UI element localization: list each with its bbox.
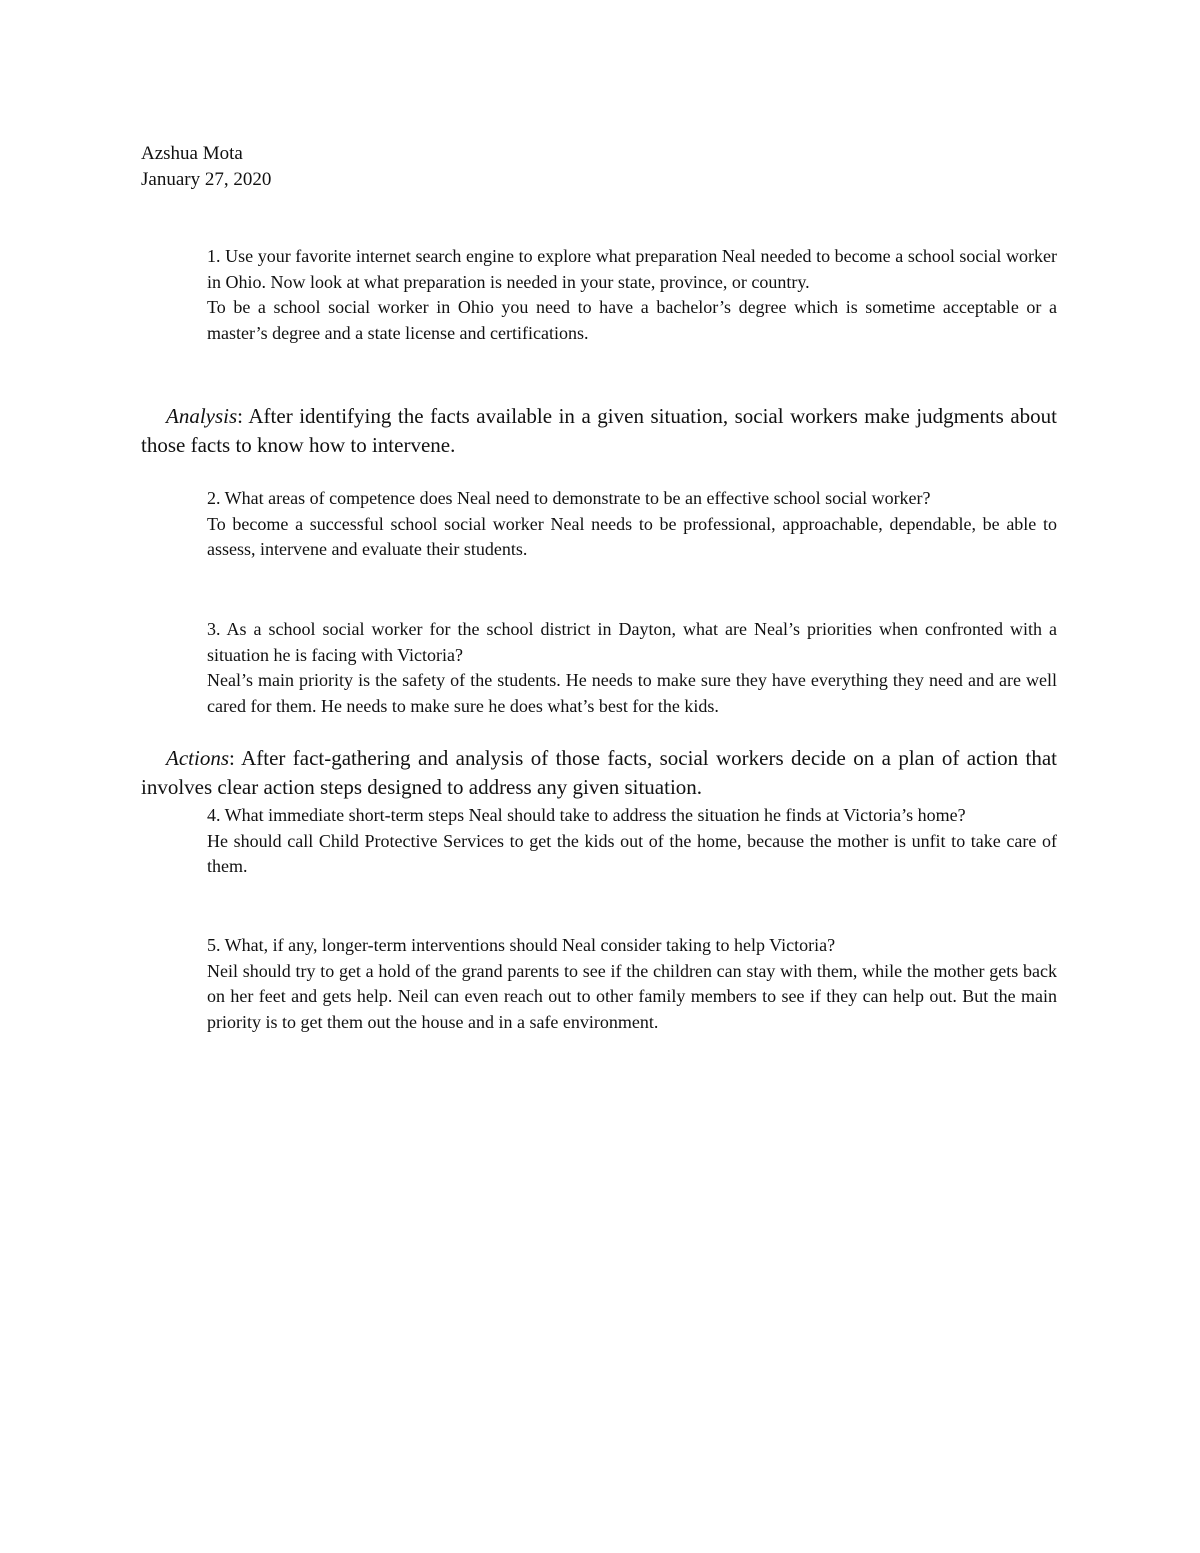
answer-4: He should call Child Protective Services to get the kids out of the home, because the mother is unfit to take care of them. xyxy=(207,830,1057,876)
document-date: January 27, 2020 xyxy=(141,169,272,190)
actions-text: : After fact-gathering and analysis of those facts, social workers decide on a plan of action that involves clear action steps designed to address any given situation. xyxy=(141,746,1057,799)
question-block-2 xyxy=(207,486,1057,563)
question-block-3 xyxy=(207,617,1057,719)
analysis-label: Analysis xyxy=(166,404,238,428)
question-2: 2. What areas of competence does Neal need to demonstrate to be an effective school social worker? xyxy=(207,488,931,508)
question-5: 5. What, if any, longer-term interventions should Neal consider taking to help Victoria? xyxy=(207,935,836,955)
answer-3: Neal’s main priority is the safety of the students. He needs to make sure they have everything they need and are well cared for them. He needs to make sure he does what’s best for the kids. xyxy=(207,670,1057,716)
actions-label: Actions xyxy=(166,746,229,770)
question-block-1 xyxy=(207,244,1057,346)
question-4: 4. What immediate short-term steps Neal should take to address the situation he finds at Victoria’s home? xyxy=(207,805,966,825)
question-1: 1. Use your favorite internet search engine to explore what preparation Neal needed to become a school social worker in Ohio. Now look at what preparation is needed in your state, province, or country. xyxy=(207,246,1057,292)
analysis-text: : After identifying the facts available in a given situation, social workers make judgments about those facts to know how to intervene. xyxy=(141,404,1057,457)
analysis-intro xyxy=(141,402,1057,460)
actions-intro xyxy=(141,744,1057,802)
answer-1: To be a school social worker in Ohio you need to have a bachelor’s degree which is sometime acceptable or a master’s degree and a state license and certifications. xyxy=(207,297,1057,343)
answer-2: To become a successful school social worker Neal needs to be professional, approachable, dependable, be able to assess, intervene and evaluate their students. xyxy=(207,513,1057,559)
answer-5: Neil should try to get a hold of the grand parents to see if the children can stay with them, while the mother gets back on her feet and gets help. Neil can even reach out to other family members to see if they can help out. But the main priority is to get them out the house and in a safe environment. xyxy=(207,960,1057,1032)
question-3: 3. As a school social worker for the school district in Dayton, what are Neal’s priorities when confronted with a situation he is facing with Victoria? xyxy=(207,619,1057,665)
question-block-5 xyxy=(207,933,1057,1035)
author-name: Azshua Mota xyxy=(141,143,243,164)
question-block-4 xyxy=(207,803,1057,880)
